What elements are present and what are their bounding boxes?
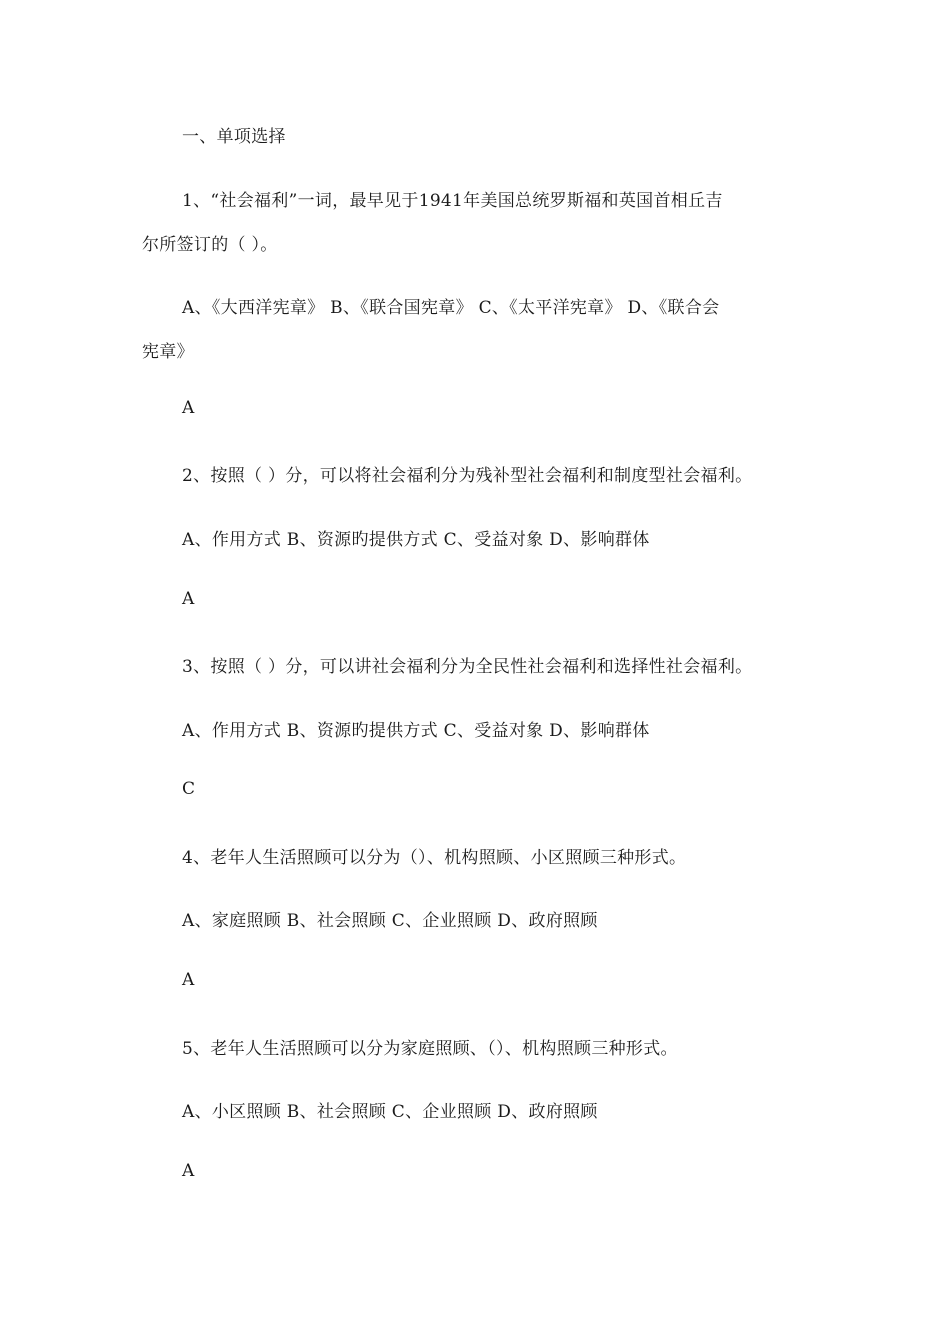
question-5-stem: 5、老年人生活照顾可以分为家庭照顾、（）、机构照顾三种形式。 xyxy=(182,1039,678,1059)
section-title: 一、单项选择 xyxy=(182,127,286,147)
question-1-options-line-1: A、《大西洋宪章》 B、《联合国宪章》 C、《太平洋宪章》 D、《联合会 xyxy=(182,298,720,318)
question-1-answer: A xyxy=(182,398,195,418)
question-3-stem: 3、按照（ ）分，可以讲社会福利分为全民性社会福利和选择性社会福利。 xyxy=(182,657,753,677)
question-2-answer: A xyxy=(182,589,195,609)
question-2-stem: 2、按照（ ）分，可以将社会福利分为残补型社会福利和制度型社会福利。 xyxy=(182,466,753,486)
question-2-options: A、作用方式 B、资源旳提供方式 C、受益对象 D、影响群体 xyxy=(182,530,650,550)
question-5-options: A、小区照顾 B、社会照顾 C、企业照顾 D、政府照顾 xyxy=(182,1102,598,1122)
question-4-answer: A xyxy=(182,970,195,990)
question-4-stem: 4、老年人生活照顾可以分为（）、机构照顾、小区照顾三种形式。 xyxy=(182,848,687,868)
question-1-stem-line-2: 尔所签订的（ ）。 xyxy=(142,235,278,255)
question-5-answer: A xyxy=(182,1161,195,1181)
question-3-answer: C xyxy=(182,779,196,799)
question-1-options-line-2: 宪章》 xyxy=(142,342,194,362)
question-3-options: A、作用方式 B、资源旳提供方式 C、受益对象 D、影响群体 xyxy=(182,721,650,741)
question-4-options: A、家庭照顾 B、社会照顾 C、企业照顾 D、政府照顾 xyxy=(182,911,598,931)
question-1-stem-line-1: 1、“社会福利”一词，最早见于1941年美国总统罗斯福和英国首相丘吉 xyxy=(182,191,723,211)
